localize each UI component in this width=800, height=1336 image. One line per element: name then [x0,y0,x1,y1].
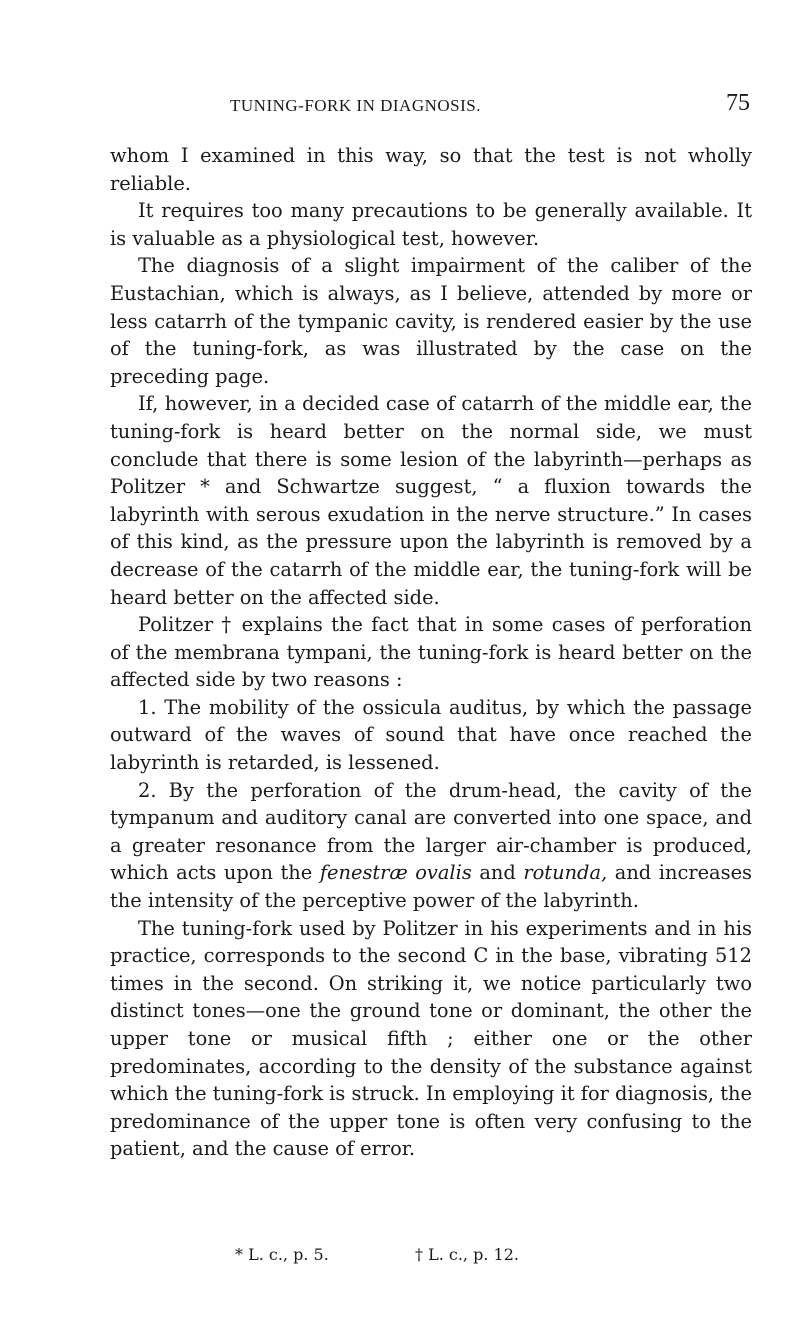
paragraph: The diagnosis of a slight impairment of the caliber of the Eustachian, which is always, as I believe, attended by more or less catarrh of the tympanic cavity, is rendered easier by the use of the tuning-fork, as was illustrated by the case on the preceding page. [110,254,752,388]
page-header [110,90,750,124]
paragraph: It requires too many precautions to be generally available. It is valuable as a physiological test, however. [110,199,752,250]
paragraph: whom I examined in this way, so that the test is not wholly reliable. [110,144,752,195]
paragraph [110,777,752,915]
footnote: † L. c., p. 12. [415,1245,519,1264]
footnote: * L. c., p. 5. [235,1245,329,1264]
paragraph: The tuning-fork used by Politzer in his experiments and in his practice, corresponds to the second C in the base, vibrating 512 times in the second. On striking it, we notice particularly two distinct tones—one the ground tone or dominant, the other the upper tone or musical fifth ; either one or the other predominates, according to the density of the substance against which the tuning-fork is struck. In employing it for diagnosis, the predominance of the upper tone is often very confusing to the patient, and the cause of error. [110,916,752,1161]
running-title: TUNING-FORK IN DIAGNOSIS. [230,96,481,115]
paragraph: Politzer † explains the fact that in some cases of perforation of the membrana tympani, the tuning-fork is heard better on the affected side by two reasons : [110,613,752,692]
paragraph-text: and increases the intensity of the perceptive power of the labyrinth. [110,861,752,913]
paragraph-text: 2. By the perforation of the drum-head, the cavity of the tympanum and auditory canal are converted into one space, and a greater resonance from the larger air-chamber is produced, which acts upon the [110,778,752,885]
italic-term: fenestræ ovalis [319,861,472,885]
paragraph: If, however, in a decided case of catarrh of the middle ear, the tuning-fork is heard better on the normal side, we must conclude that there is some lesion of the labyrinth—perhaps as Politzer * and Schwartze suggest, “ a fluxion towards the labyrinth with serous exudation in the nerve structure.” In cases of this kind, as the pressure upon the labyrinth is removed by a decrease of the catarrh of the middle ear, the tuning-fork will be heard better on the affected side. [110,392,752,609]
paragraph: 1. The mobility of the ossicula auditus, by which the passage outward of the waves of sound that have once reached the labyrinth is retarded, is lessened. [110,695,752,775]
page-number: 75 [726,90,750,116]
body-text [110,142,752,1163]
paragraph-text: and [471,861,524,885]
italic-term: rotunda, [523,861,608,885]
